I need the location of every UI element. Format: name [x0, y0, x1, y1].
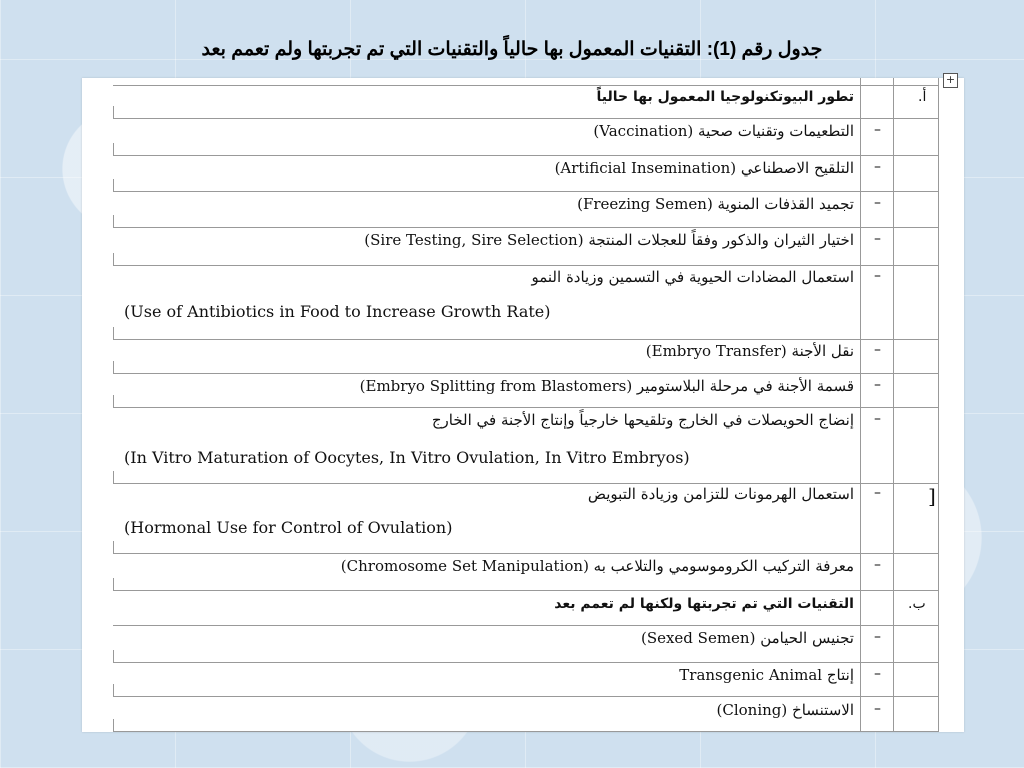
- bracket-mark: ]: [928, 484, 936, 508]
- section-a-number: أ.: [918, 89, 927, 105]
- table-row-border: [113, 191, 938, 192]
- item-text: قسمة الأجنة في مرحلة البلاستومير (Embryo Splitting from Blastomers): [359, 377, 854, 395]
- table-row-border: [113, 339, 938, 340]
- table-row-border: [113, 407, 938, 408]
- table-row-border: [113, 625, 938, 626]
- dash-marker: –: [874, 485, 881, 501]
- dash-marker: –: [874, 701, 881, 717]
- table-row-border: [113, 696, 938, 697]
- item-text: نقل الأجنة (Embryo Transfer): [645, 342, 854, 360]
- table-row-border: [113, 553, 938, 554]
- table-column-divider: [860, 78, 861, 732]
- item-text: التطعيمات وتقنيات صحية (Vaccination): [593, 122, 854, 140]
- item-text: استعمال الهرمونات للتزامن وزيادة التبويض: [587, 485, 854, 503]
- table-row-border: [113, 373, 938, 374]
- table-row-border: [113, 590, 938, 591]
- table-column-divider: [893, 78, 894, 732]
- table-row-border: [113, 118, 938, 119]
- table-tick: [113, 361, 114, 373]
- table-tick: [113, 106, 114, 118]
- dash-marker: –: [874, 629, 881, 645]
- dash-marker: –: [874, 411, 881, 427]
- item-text: التلقيح الاصطناعي (Artificial Insemination): [554, 159, 854, 177]
- item-text: تجنيس الحيامن (Sexed Semen): [640, 629, 854, 647]
- table-tick: [113, 395, 114, 407]
- table-tick: [113, 179, 114, 191]
- table-tick: [113, 253, 114, 265]
- dash-marker: –: [874, 195, 881, 211]
- table-row-border: [113, 483, 938, 484]
- item-text-english: (In Vitro Maturation of Oocytes, In Vitro Ovulation, In Vitro Embryos): [124, 448, 690, 467]
- section-a-heading: تطور البيوتكنولوجيا المعمول بها حالياً: [596, 89, 854, 105]
- table-tick: [113, 684, 114, 696]
- dash-marker: –: [874, 268, 881, 284]
- table-tick: [113, 143, 114, 155]
- table-tick: [113, 471, 114, 483]
- table-tick: [113, 719, 114, 731]
- table-column-divider: [938, 78, 939, 732]
- section-b-number: ب.: [908, 596, 926, 612]
- table-row-border: [113, 155, 938, 156]
- item-text: إنتاج Transgenic Animal: [679, 666, 854, 684]
- table-row-border: [113, 265, 938, 266]
- table-expand-icon[interactable]: +: [943, 73, 958, 88]
- item-text-english: (Hormonal Use for Control of Ovulation): [124, 518, 453, 537]
- table-row-border: [113, 731, 938, 732]
- item-text: معرفة التركيب الكروموسومي والتلاعب به (Chromosome Set Manipulation): [340, 557, 854, 575]
- table-tick: [113, 578, 114, 590]
- item-text-english: (Use of Antibiotics in Food to Increase Growth Rate): [124, 302, 551, 321]
- table-tick: [113, 541, 114, 553]
- table-row-border: [113, 662, 938, 663]
- dash-marker: –: [874, 122, 881, 138]
- item-text: إنضاج الحويصلات في الخارج وتلقيحها خارجياً وإنتاج الأجنة في الخارج: [431, 411, 854, 429]
- section-b-heading: التقنيات التي تم تجربتها ولكنها لم تعمم بعد: [554, 596, 854, 612]
- table-tick: [113, 215, 114, 227]
- dash-marker: –: [874, 377, 881, 393]
- slide-title: جدول رقم (1): التقنيات المعمول بها حالياً والتقنيات التي تم تجربتها ولم تعمم بعد: [201, 39, 823, 60]
- item-text: اختيار الثيران والذكور وفقاً للعجلات المنتجة (Sire Testing, Sire Selection): [364, 231, 854, 249]
- dash-marker: –: [874, 231, 881, 247]
- dash-marker: –: [874, 666, 881, 682]
- dash-marker: –: [874, 342, 881, 358]
- item-text: استعمال المضادات الحيوية في التسمين وزيادة النمو: [531, 268, 854, 286]
- item-text: الاستنساخ (Cloning): [716, 701, 854, 719]
- dash-marker: –: [874, 557, 881, 573]
- table-row-border: [113, 227, 938, 228]
- table-tick: [113, 650, 114, 662]
- table-row-border: [113, 85, 938, 86]
- dash-marker: –: [874, 159, 881, 175]
- item-text: تجميد القذفات المنوية (Freezing Semen): [577, 195, 854, 213]
- table-tick: [113, 327, 114, 339]
